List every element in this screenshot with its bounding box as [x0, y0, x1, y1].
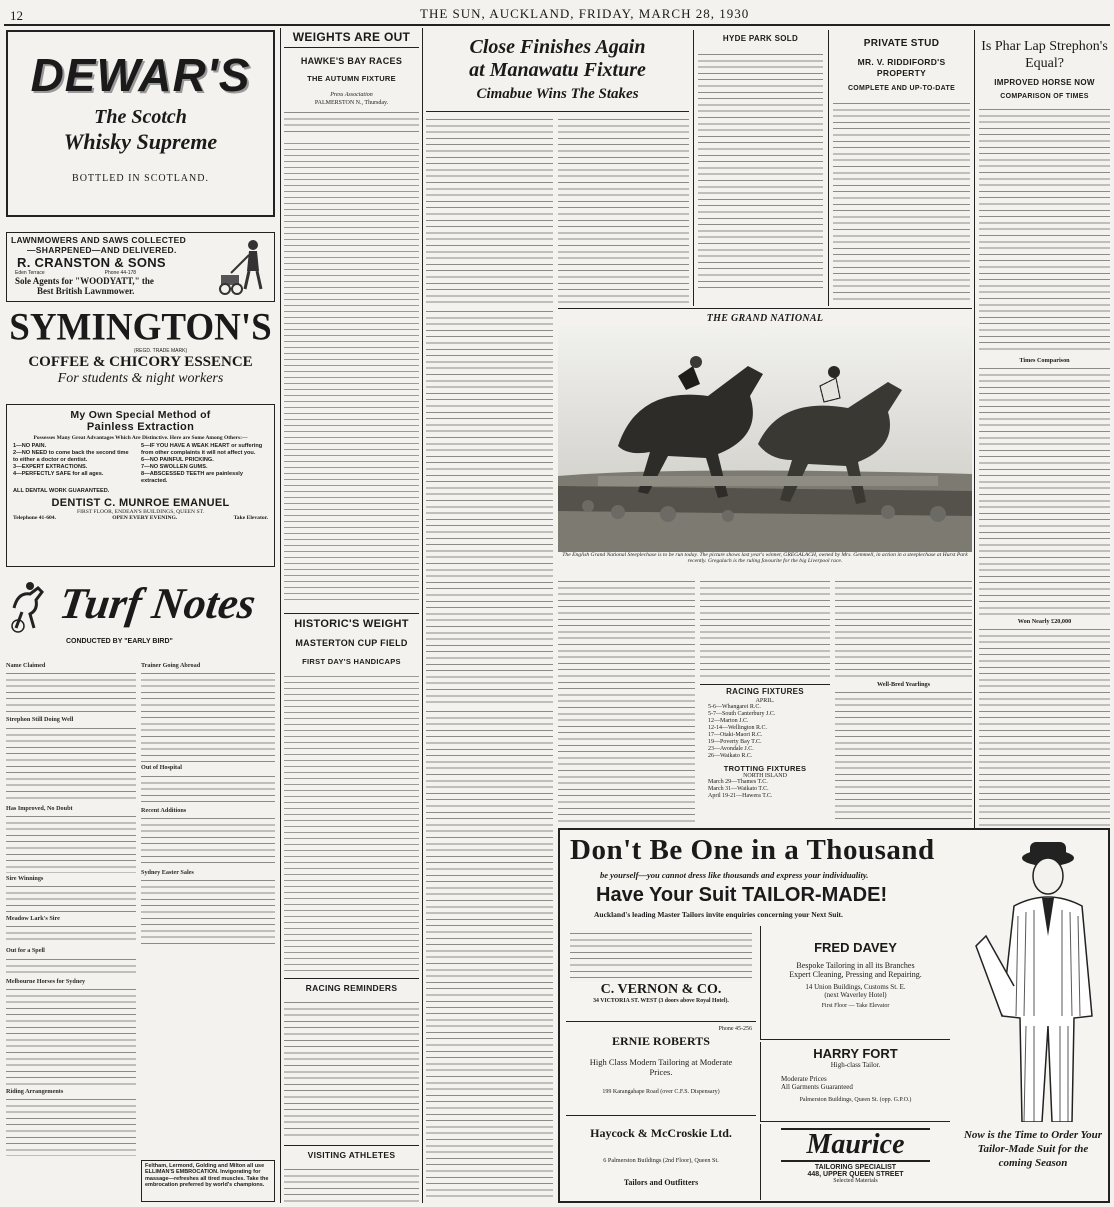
turf-heading: Sire Winnings: [6, 874, 44, 882]
trot-item: March 31—Waikato T.C.: [708, 786, 769, 792]
trot-item: April 19-21—Hawera T.C.: [708, 793, 773, 799]
fixture-item: 12-14—Wellington R.C.: [708, 725, 768, 731]
fixtures-april: APRIL.: [755, 698, 775, 704]
below-photo-text-a: [558, 578, 695, 824]
weights-headline: WEIGHTS ARE OUT: [284, 30, 419, 48]
wellbred-col: [835, 578, 972, 824]
stud-article: [828, 30, 970, 306]
roberts-box: [566, 1026, 756, 1116]
turf-heading: Out for a Spell: [6, 947, 45, 955]
symingtons-brand: SYMINGTON'S: [9, 308, 272, 349]
davey-tag2: Expert Cleaning, Pressing and Repairing.: [789, 970, 922, 979]
davey-tag: Bespoke Tailoring in all its Branches: [796, 961, 915, 970]
turf-notes-col2: [141, 660, 275, 980]
tailor-now: Now is the Time to Order Your Tailor-Made Suit for the coming Season: [963, 1129, 1103, 1169]
fort-tag: High-class Tailor.: [830, 1061, 881, 1069]
grand-caption: The English Grand National Steeplechase is to be run today. The picture shows last year's winner, GREGALACH, owned by Mrs. Gemmell, in action in a steeplechase at Hurst Park recently. Gregalach is the ruling favourite for the big Liverpool race.: [562, 552, 968, 565]
haycock-box: [566, 1120, 756, 1200]
pharlap-headline: Is Phar Lap Strephon's Equal?: [981, 39, 1108, 71]
fort-tag3: All Garments Guaranteed: [781, 1083, 853, 1091]
manawatu-headline-block: [426, 30, 689, 112]
maurice-addr: 448, UPPER QUEEN STREET: [807, 1171, 904, 1178]
maurice-tag: TAILORING SPECIALIST: [814, 1164, 897, 1171]
davey-addr2: (next Waverley Hotel): [824, 991, 887, 999]
dentist-right-item: 7—NO SWOLLEN GUMS.: [141, 464, 208, 470]
trot-list: [700, 779, 830, 800]
handicaps-headline: FIRST DAY'S HANDICAPS: [302, 657, 401, 666]
haycock-addr: 6 Palmerston Buildings (2nd Floor), Queen St.: [603, 1157, 719, 1164]
dewars-line3: BOTTLED IN SCOTLAND.: [72, 173, 209, 184]
fort-box: [760, 1042, 950, 1122]
close-headline: Close Finishes Again: [469, 36, 646, 58]
fixture-item: 5-6—Whangarei R.C.: [708, 704, 761, 710]
maurice-tag2: Selected Materials: [833, 1178, 878, 1184]
hydepark-headline: HYDE PARK SOLD: [722, 34, 799, 43]
fixture-item: 26—Waikato R.C.: [708, 753, 753, 759]
fixture-item: 23—Avondale J.C.: [708, 746, 754, 752]
turf-heading: Has Improved, No Doubt: [6, 804, 73, 812]
turf-notes-col1: [6, 660, 136, 1200]
fixtures-headline: RACING FIXTURES: [700, 684, 830, 696]
turf-heading: Melbourne Horses for Sydney: [6, 977, 86, 985]
riddiford-headline: MR. V. RIDDIFORD'S PROPERTY: [857, 57, 946, 78]
fixture-item: 5-7—South Canterbury J.C.: [708, 711, 776, 717]
dewars-ad: [6, 30, 275, 217]
dewars-line1: The Scotch: [94, 106, 187, 128]
times-subhead: Times Comparison: [1019, 357, 1070, 364]
vernon-addr: 34 VICTORIA ST. WEST (3 doors above Royal Hotel).: [593, 998, 729, 1004]
dentist-title1: My Own Special Method of: [70, 409, 211, 421]
turf-heading: Out of Hospital: [141, 764, 182, 772]
turf-notes-title: Turf Notes: [56, 579, 259, 628]
reminders-headline: RACING REMINDERS: [284, 978, 419, 993]
athletes-headline: VISITING ATHLETES: [284, 1145, 419, 1160]
roberts-addr: 199 Karangahape Road (over C.F.S. Dispensary): [602, 1089, 720, 1095]
hawkes-headline: HAWKE'S BAY RACES: [300, 56, 403, 66]
manawatu-headline: at Manawatu Fixture: [469, 59, 646, 81]
stud-headline: PRIVATE STUD: [863, 38, 940, 49]
fixture-item: 19—Poverty Bay T.C.: [708, 739, 762, 745]
vernon-box: [566, 926, 756, 1022]
maurice-name: Maurice: [781, 1128, 930, 1162]
fixture-item: 17—Otaki-Maori R.C.: [708, 732, 763, 738]
turf-notes-byline: CONDUCTED BY "EARLY BIRD": [66, 638, 173, 645]
fort-tag2: Moderate Prices: [781, 1075, 827, 1083]
masthead-rule: [4, 24, 1110, 26]
dentist-left-item: 4—PERFECTLY SAFE for all ages.: [13, 471, 104, 477]
masterton-headline: MASTERTON CUP FIELD: [295, 638, 408, 648]
dentist-right-item: 8—ABSCESSED TEETH are painlessly extracted.: [141, 471, 243, 484]
racing-reminders: [284, 978, 419, 1203]
tailor-headline: Don't Be One in a Thousand: [570, 834, 935, 866]
masthead: THE SUN, AUCKLAND, FRIDAY, MARCH 28, 1930: [420, 6, 750, 21]
tailor-ad: [558, 828, 1110, 1203]
turf-notes-header: [6, 574, 275, 656]
dentist-left-item: 1—NO PAIN.: [13, 443, 47, 449]
cranston-phone: Phone 44-178: [104, 270, 137, 276]
dentist-right-item: 5—IF YOU HAVE A WEAK HEART or suffering from other complaints it will not affect you.: [141, 443, 263, 456]
manawatu-text-b: [558, 116, 689, 304]
haycock-name: Haycock & McCroskie Ltd.: [590, 1126, 732, 1140]
dateline: PALMERSTON N., Thursday.: [314, 100, 389, 106]
cranston-line2: —SHARPENED—AND DELIVERED.: [27, 245, 177, 255]
suited-man-illustration: [956, 836, 1106, 1122]
historic-headline: HISTORIC'S WEIGHT: [284, 613, 419, 630]
vernon-name: C. VERNON & CO.: [600, 982, 722, 997]
dewars-brand: DEWAR'S: [30, 49, 251, 101]
autumn-headline: THE AUTUMN FIXTURE: [307, 74, 396, 83]
symingtons-line2: For students & night workers: [57, 371, 224, 386]
hydepark-article: [693, 30, 823, 306]
dentist-open: OPEN EVERY EVENING.: [112, 515, 178, 521]
embrocation-text: Feltham, Lermond, Golding and Milton all use ELLIMAN'S EMBROCATION. Invigorating for massage—refreshes all tired muscles. Take the embrocation preferred by world's champions.: [145, 1163, 269, 1188]
lawnmower-man-icon: [219, 237, 271, 299]
dentist-left-list: [13, 443, 135, 485]
dentist-title2: Painless Extraction: [86, 421, 195, 433]
comparison-headline: COMPARISON OF TIMES: [1000, 93, 1089, 100]
cimabue-headline: Cimabue Wins The Stakes: [476, 86, 639, 102]
pharlap-article: [974, 30, 1110, 870]
press-assoc: Press Association: [330, 92, 373, 98]
trot-island: NORTH ISLAND: [743, 773, 787, 779]
manawatu-text-a: [426, 116, 553, 304]
trotter-icon: [8, 578, 54, 634]
davey-floor: First Floor — Take Elevator: [821, 1003, 890, 1009]
davey-addr: 14 Union Buildings, Customs St. E.: [805, 983, 906, 991]
below-photo-text-b: [700, 578, 830, 678]
turf-heading: Trainer Going Abroad: [141, 662, 201, 669]
reminders-block: [426, 1010, 553, 1200]
symingtons-line1: COFFEE & CHICORY ESSENCE: [28, 354, 253, 370]
wellbred-subhead: Well-Bred Yearlings: [876, 681, 931, 688]
manawatu-text-c: [426, 308, 553, 708]
maurice-box: [760, 1124, 950, 1200]
haycock-tag: Tailors and Outfitters: [623, 1178, 699, 1187]
roberts-name: ERNIE ROBERTS: [612, 1034, 710, 1048]
embrocation-ad: [141, 1160, 275, 1202]
dentist-tel: Telephone 41-604.: [13, 515, 56, 521]
fort-name: HARRY FORT: [813, 1046, 898, 1061]
cranston-line1: LAWNMOWERS AND SAWS COLLECTED: [11, 235, 187, 245]
dentist-right-list: [141, 443, 263, 485]
dentist-left-item: 3—EXPERT EXTRACTIONS.: [13, 464, 88, 470]
complete-headline: COMPLETE AND UP-TO-DATE: [847, 85, 956, 92]
turf-heading: Strephon Still Doing Well: [6, 716, 74, 724]
improved-headline: IMPROVED HORSE NOW: [994, 78, 1095, 87]
dentist-addr: FIRST FLOOR, ENDEAN'S BUILDINGS, QUEEN ST.: [77, 509, 204, 515]
cranston-name: R. CRANSTON & SONS: [17, 255, 166, 270]
roberts-tag: High Class Modern Tailoring at Moderate Prices.: [589, 1057, 733, 1077]
symingtons-ad: [6, 308, 275, 388]
dentist-ad: [6, 404, 275, 567]
dentist-right-item: 6—NO PAINFUL PRICKING.: [141, 457, 214, 463]
racing-fixtures: [700, 684, 830, 824]
grand-national: [558, 308, 972, 572]
grand-headline: THE GRAND NATIONAL: [706, 313, 824, 324]
turf-heading: Sydney Easter Sales: [141, 868, 194, 876]
dewars-line2: Whisky Supreme: [63, 129, 218, 154]
dentist-lift: Take Elevator.: [233, 515, 268, 521]
symingtons-mark: (REGD. TRADE MARK): [133, 348, 188, 354]
dentist-name: DENTIST C. MUNROE EMANUEL: [51, 497, 230, 509]
tailor-sub: be yourself—you cannot dress like thousands and express your individuality.: [600, 870, 869, 880]
cranston-agents: Sole Agents for "WOODYATT," the: [15, 276, 154, 286]
trot-item: March 29—Thames T.C.: [708, 779, 768, 785]
davey-name: FRED DAVEY: [814, 940, 897, 955]
cranston-addr: Eden Terrace: [15, 270, 45, 276]
fort-addr: Palmerston Buildings, Queen St. (opp. G.P.O.): [799, 1097, 912, 1103]
turf-heading: Meadow Lark's Sire: [6, 915, 60, 923]
fixture-item: 12—Marton J.C.: [708, 718, 749, 724]
tailor-call: Have Your Suit TAILOR-MADE!: [596, 884, 888, 906]
turf-heading: Recent Additions: [141, 806, 187, 814]
dentist-sub: Possesses Many Great Advantages Which Are Distinctive. Here are Some Among Others:—: [33, 435, 248, 441]
cranston-ad: [6, 232, 275, 302]
roberts-phone: Phone 45-256: [718, 1026, 752, 1032]
turf-heading: Name Claimed: [6, 662, 46, 669]
fixtures-list: [700, 704, 830, 760]
dentist-guarantee: ALL DENTAL WORK GUARANTEED.: [13, 488, 110, 494]
turf-heading: Riding Arrangements: [6, 1088, 64, 1096]
tailor-sub2: Auckland's leading Master Tailors invite enquiries concerning your Next Suit.: [594, 910, 843, 919]
steeplechase-photo: [558, 326, 972, 552]
won-subhead: Won Nearly £20,000: [1017, 618, 1072, 625]
page-number: 12: [10, 8, 23, 23]
cranston-best: Best British Lawnmower.: [37, 286, 135, 296]
manawatu-subheads: [426, 708, 553, 1008]
dentist-left-item: 2—NO NEED to come back the second time to either a doctor or dentist.: [13, 450, 129, 463]
davey-box: [760, 926, 950, 1040]
trotting-headline: TROTTING FIXTURES: [723, 764, 807, 773]
